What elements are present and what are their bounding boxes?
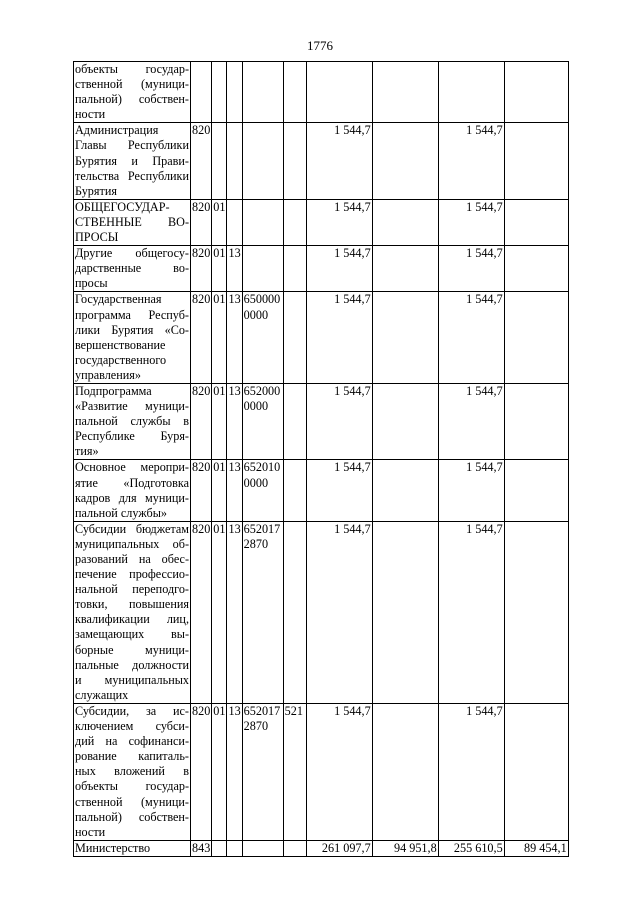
row-name-line: Бурятия	[75, 183, 117, 198]
table-row	[74, 521, 569, 703]
section-code-cell	[212, 840, 227, 856]
section-code-cell: 01	[212, 460, 227, 521]
row-name-line: государственного	[75, 352, 167, 367]
ved-code-cell: 843	[192, 840, 211, 855]
ved-code-cell: 820	[191, 460, 212, 521]
row-name-line: Государственная	[75, 292, 162, 307]
sum-3-cell: 1 544,7	[438, 123, 504, 199]
table-row	[74, 246, 569, 292]
sum-2-cell	[372, 703, 438, 840]
sum-1-cell: 1 544,7	[306, 123, 372, 199]
subsection-code-cell: 13	[227, 383, 242, 459]
sum-3-cell: 1 544,7	[438, 460, 504, 521]
sum-1-cell	[306, 62, 372, 123]
ved-code-cell: 820	[191, 199, 212, 245]
row-name-line: служащих	[75, 687, 129, 702]
row-name-cell	[74, 521, 191, 703]
row-name-line: ственной (муници-	[75, 77, 189, 92]
table-row	[74, 292, 569, 384]
table-row	[74, 199, 569, 245]
ved-code-cell	[191, 62, 212, 123]
table-row	[74, 703, 569, 840]
sum-1-cell: 261 097,7	[306, 840, 372, 856]
row-name-cell	[74, 383, 191, 459]
row-name-line: пальной) собствен-	[75, 809, 189, 824]
sum-2-cell	[372, 199, 438, 245]
row-name-line: Основное меропри-	[75, 460, 189, 475]
row-name-line: пальной службы в	[75, 414, 189, 429]
sum-2-cell	[372, 62, 438, 123]
row-name-line: квалификации лиц,	[75, 612, 189, 627]
sum-3-cell: 1 544,7	[438, 521, 504, 703]
target-article-cell	[242, 62, 283, 123]
sum-2-cell	[372, 383, 438, 459]
expense-type-cell	[283, 460, 306, 521]
expense-type-cell	[283, 246, 306, 292]
row-name-line: рование капиталь-	[75, 749, 189, 764]
row-name-line: кадров для муници-	[75, 490, 189, 505]
sum-2-cell	[372, 246, 438, 292]
row-name-line: печение профессио-	[75, 567, 189, 582]
sum-4-cell	[504, 123, 568, 199]
row-name-line: пальной службы»	[75, 505, 168, 520]
target-article-cell	[242, 246, 283, 292]
target-article-cell	[242, 123, 283, 199]
row-name-line: нальной переподго-	[75, 582, 189, 597]
table-row	[74, 460, 569, 521]
row-name-line: просы	[75, 276, 108, 291]
target-article-cell	[242, 199, 283, 245]
row-name-line: борные муници-	[75, 642, 189, 657]
row-name-line: товки, повышения	[75, 597, 189, 612]
sum-3-cell: 1 544,7	[438, 292, 504, 384]
section-code-cell: 01	[212, 521, 227, 703]
target-article-cell: 652000 0000	[242, 383, 283, 459]
row-name-cell	[74, 840, 191, 856]
budget-table-body	[74, 62, 569, 857]
row-name-line: Подпрограмма	[75, 383, 152, 398]
expense-type-cell	[283, 383, 306, 459]
ved-code-cell: 820	[191, 123, 212, 199]
row-name-line: разований на обес-	[75, 552, 189, 566]
section-code-cell	[212, 123, 227, 199]
sum-2-cell	[372, 460, 438, 521]
subsection-code-cell	[227, 199, 242, 245]
row-name-line: программа Респуб-	[75, 307, 189, 322]
target-article-cell: 650000 0000	[242, 292, 283, 384]
section-code-cell: 01	[212, 199, 227, 245]
row-name-cell	[74, 246, 191, 292]
row-name-line: Администрация	[75, 123, 159, 138]
sum-4-cell	[504, 383, 568, 459]
expense-type-cell	[283, 199, 306, 245]
expense-type-cell: 521	[283, 703, 306, 840]
row-name-line: объекты государ-	[75, 779, 189, 794]
sum-3-cell: 1 544,7	[438, 703, 504, 840]
row-name-line: вершенствование	[75, 337, 166, 352]
table-row	[74, 840, 569, 856]
expense-type-cell	[283, 521, 306, 703]
sum-3-cell	[438, 62, 504, 123]
sum-1-cell: 1 544,7	[306, 292, 372, 384]
expense-type-cell	[283, 840, 306, 856]
sum-4-cell	[504, 292, 568, 384]
row-name-line: ОБЩЕГОСУДАР-	[75, 199, 170, 214]
row-name-line: ственной (муници-	[75, 794, 189, 809]
section-code-cell	[212, 62, 227, 123]
target-article-cell: 652010 0000	[242, 460, 283, 521]
sum-1-cell: 1 544,7	[306, 703, 372, 840]
target-article-cell	[242, 840, 283, 856]
sum-2-cell	[372, 292, 438, 384]
ved-code-cell: 820	[191, 292, 212, 384]
subsection-code-cell	[227, 123, 242, 199]
sum-2-cell	[372, 521, 438, 703]
row-name-line: ятие «Подготовка	[75, 475, 189, 490]
section-code-cell: 01	[212, 246, 227, 292]
row-name-line: СТВЕННЫЕ ВО-	[75, 214, 189, 229]
row-name-cell	[74, 292, 191, 384]
subsection-code-cell: 13	[227, 246, 242, 292]
section-code-cell: 01	[212, 383, 227, 459]
sum-4-cell	[504, 703, 568, 840]
row-name-line: «Развитие муници-	[75, 399, 189, 414]
sum-1-cell: 1 544,7	[306, 246, 372, 292]
sum-1-cell: 1 544,7	[306, 199, 372, 245]
subsection-code-cell	[227, 840, 242, 856]
sum-3-cell: 255 610,5	[438, 840, 504, 856]
sum-4-cell	[504, 460, 568, 521]
row-name-line: ПРОСЫ	[75, 230, 119, 245]
sum-2-cell	[372, 123, 438, 199]
row-name-line: пальные должности	[75, 657, 189, 672]
target-article-cell: 652017 2870	[242, 521, 283, 703]
section-code-cell: 01	[212, 292, 227, 384]
row-name-line: Главы Республики	[75, 138, 189, 153]
table-row	[74, 62, 569, 123]
sum-3-cell: 1 544,7	[438, 246, 504, 292]
table-row	[74, 123, 569, 199]
row-name-line: ключением субси-	[75, 719, 189, 734]
row-name-line: Республике Буря-	[75, 429, 189, 444]
page-number: 1776	[307, 38, 333, 53]
row-name-line: замещающих вы-	[75, 627, 189, 642]
row-name-line: Субсидии, за ис-	[75, 703, 189, 718]
table-row	[74, 383, 569, 459]
row-name-line: Бурятия и Прави-	[75, 153, 189, 168]
row-name-line: ности	[75, 107, 106, 122]
ved-code-cell: 820	[191, 703, 212, 840]
row-name-line: управления»	[75, 367, 141, 382]
sum-1-cell: 1 544,7	[306, 521, 372, 703]
target-article-cell: 652017 2870	[242, 703, 283, 840]
expense-type-cell	[283, 123, 306, 199]
row-name-line: объекты государ-	[75, 62, 189, 76]
row-name-line: ности	[75, 824, 106, 839]
sum-4-cell	[504, 199, 568, 245]
expense-type-cell	[283, 62, 306, 123]
subsection-code-cell: 13	[227, 292, 242, 384]
row-name-cell	[74, 62, 191, 123]
row-name-line: пальной) собствен-	[75, 92, 189, 107]
ved-code-cell: 820	[191, 246, 212, 292]
sum-4-cell	[504, 62, 568, 123]
row-name-cell	[74, 703, 191, 840]
row-name-line: дий на софинанси-	[75, 734, 189, 749]
row-name-line: ных вложений в	[75, 764, 189, 779]
sum-3-cell: 1 544,7	[438, 383, 504, 459]
subsection-code-cell: 13	[227, 460, 242, 521]
sum-1-cell: 1 544,7	[306, 460, 372, 521]
row-name-line: тельства Республики	[75, 168, 189, 183]
row-name-line: дарственные во-	[75, 261, 189, 276]
row-name-line: Другие общегосу-	[75, 246, 189, 261]
sum-3-cell: 1 544,7	[438, 199, 504, 245]
row-name-cell	[74, 460, 191, 521]
sum-2-cell: 94 951,8	[372, 840, 438, 856]
subsection-code-cell: 13	[227, 521, 242, 703]
row-name-line: тия»	[75, 444, 99, 459]
budget-table	[73, 61, 569, 857]
ved-code-cell: 820	[191, 521, 212, 703]
row-name-cell	[74, 199, 191, 245]
sum-4-cell: 89 454,1	[504, 840, 568, 856]
subsection-code-cell	[227, 62, 242, 123]
subsection-code-cell: 13	[227, 703, 242, 840]
row-name-line: лики Бурятия «Со-	[75, 322, 189, 337]
row-name-line: муниципальных об-	[75, 536, 189, 551]
sum-4-cell	[504, 521, 568, 703]
sum-1-cell: 1 544,7	[306, 383, 372, 459]
row-name-line: Субсидии бюджетам	[75, 521, 189, 536]
ved-code-cell: 820	[191, 383, 212, 459]
row-name-cell	[74, 123, 191, 199]
row-name-line: и муниципальных	[75, 672, 189, 687]
section-code-cell: 01	[212, 703, 227, 840]
row-name-line: Министерство	[75, 840, 151, 855]
sum-4-cell	[504, 246, 568, 292]
expense-type-cell	[283, 292, 306, 384]
